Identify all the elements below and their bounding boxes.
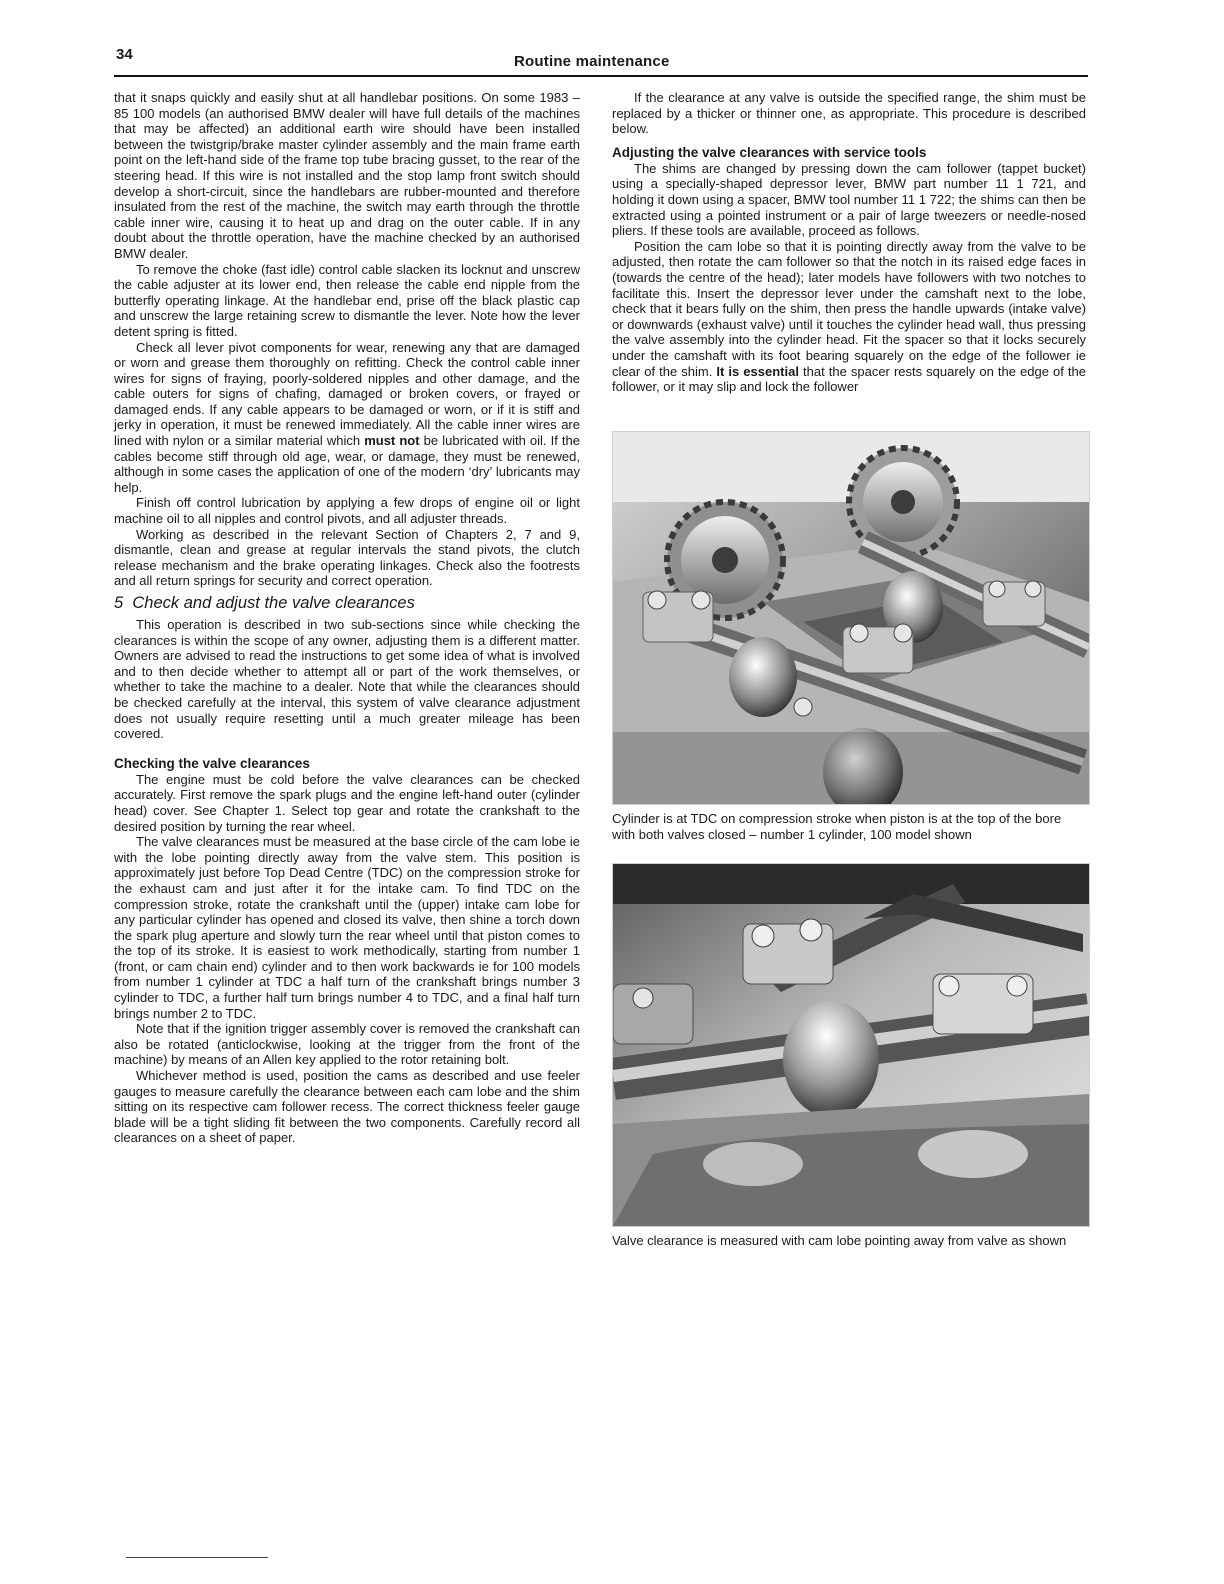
subheading-adjusting: Adjusting the valve clearances with service tools xyxy=(612,144,927,160)
photo-valve-clearance xyxy=(612,863,1090,1227)
left-column xyxy=(114,90,580,1146)
section-title: Check and adjust the valve clearances xyxy=(132,594,415,612)
right-column xyxy=(612,90,1086,1249)
emphasis-must-not: must not xyxy=(364,433,420,449)
section-number: 5 xyxy=(114,594,124,612)
photo-cylinder-tdc xyxy=(612,431,1090,805)
text-run: Position the cam lobe so that it is pointing directly away from the valve to be adjusted, then rotate the cam follower so that the notch in its raised edge faces in (towards the centre of the head); later models have followers with two notches to facilitate this. Insert the depressor lever under the camshaft next to the lobe, check that it bears fully on the shim, then press the handle upwards (intake valve) or downwards (exhaust valve) until it touches the cylinder head wall, thus pressing the valve assembly into the cylinder head. Fit the spacer so that it locks securely under the camshaft with its foot bearing squarely on the edge of the follower ie clear of the shim. xyxy=(612,238,1086,379)
paragraph: This operation is described in two sub-sections since while checking the clearances is within the scope of any owner, adjusting them is a different matter. Owners are advised to read the instructions to get some idea of what is involved and to then decide whether to attempt all or part of the work themselves, or whether to take the machine to a dealer. Note that while the clearances should be checked carefully at the interval, this system of valve clearance adjustment does not usually require resetting until a much greater mileage has been covered. xyxy=(114,617,580,742)
paragraph: that it snaps quickly and easily shut at all handlebar positions. On some 1983 – 85 100 models (an authorised BMW dealer will have full details of the machines that may be affected) an additional earth wire should have been installed between the twistgrip/brake master cylinder assembly and the main frame earth point on the left-hand side of the frame top tube bracing gusset, to the rear of the steering head. If this wire is not installed and the stop lamp front switch should develop a short-circuit, since the handlebars are rubber-mounted and therefore insulated from the rest of the machine, the switch may earth through the throttle cable inner wire, causing it to heat up and drag on the outer cable. If in any doubt about the throttle operation, have the machine checked by an authorised BMW dealer. xyxy=(114,90,580,261)
paragraph: To remove the choke (fast idle) control cable slacken its locknut and unscrew the cable adjuster at its lower end, then release the cable end nipple from the butterfly operating linkage. At the handlebar end, prise off the black plastic cap and unscrew the large retaining screw to dismantle the lever. Note how the lever detent spring is fitted. xyxy=(114,261,580,339)
paragraph: The valve clearances must be measured at the base circle of the cam lobe ie with the lobe pointing directly away from the valve stem. This position is approximately just before Top Dead Centre (TDC) on the compression stroke for the exhaust cam and just after it for the intake cam. To find TDC on the compression stroke, rotate the crankshaft until the (upper) intake cam lobe for any particular cylinder has opened and closed its valve, then shine a torch down the spark plug aperture and slowly turn the rear wheel until that piston comes to the top of its stroke. It is easiest to work methodically, starting from number 1 (front, or cam chain end) cylinder and to then work backwards ie for 100 models from number 1 cylinder at TDC a half turn of the crankshaft brings number 3 cylinder to TDC, a further half turn brings number 4 to TDC, and a final half turn brings number 2 to TDC. xyxy=(114,834,580,1021)
photo-caption-2: Valve clearance is measured with cam lobe pointing away from valve as shown xyxy=(612,1232,1067,1248)
text-run: that the spacer rests squarely on the edge of the follower, or it may slip and lock the follower xyxy=(612,363,1086,395)
paragraph: The engine must be cold before the valve clearances can be checked accurately. First remove the spark plugs and the engine left-hand outer (cylinder head) cover. See Chapter 1. Select top gear and rotate the crankshaft to the desired position by turning the rear wheel. xyxy=(114,771,580,834)
running-title: Routine maintenance xyxy=(514,53,670,70)
paragraph: Note that if the ignition trigger assembly cover is removed the crankshaft can also be rotated (anticlockwise, looking at the trigger from the front of the machine) by means of an Allen key applied to the rotor retaining bolt. xyxy=(114,1021,580,1068)
text-run: Check all lever pivot components for wear, renewing any that are damaged or worn and grease them thoroughly on refitting. Check the control cable inner wires for signs of fraying, poorly-soldered nipples and other damage, and the cable outers for signs of chafing, damaged or broken covers, or frayed or damaged ends. If any cable appears to be damaged or worn, or if it is stiff and jerky in operation, it must be renewed immediately. All the cable inner wires are lined with nylon or a similar material which xyxy=(114,339,580,449)
paragraph-essential xyxy=(612,239,1086,395)
scan-mark xyxy=(126,1557,268,1558)
page-number: 34 xyxy=(116,46,133,63)
paragraph: The shims are changed by pressing down the cam follower (tappet bucket) using a specially-shaped depressor lever, BMW part number 11 1 721, and holding it down using a spacer, BMW tool number 11 1 722; the shims can then be extracted using a pointed instrument or a pair of large tweezers or needle-nosed pliers. If these tools are available, proceed as follows. xyxy=(612,160,1086,239)
paragraph: If the clearance at any valve is outside the specified range, the shim must be replaced by a thicker or thinner one, as appropriate. This procedure is described below. xyxy=(612,90,1086,137)
section-heading xyxy=(114,594,580,613)
photo-caption-1: Cylinder is at TDC on compression stroke when piston is at the top of the bore with both valves closed – number 1 cylinder, 100 model shown xyxy=(612,810,1062,842)
emphasis-essential: It is essential xyxy=(716,363,799,379)
header-rule xyxy=(114,75,1088,77)
paragraph: Finish off control lubrication by applying a few drops of engine oil or light machine oil to all nipples and control pivots, and all adjuster threads. xyxy=(114,495,580,527)
paragraph: Whichever method is used, position the cams as described and use feeler gauges to measure carefully the clearance between each cam lobe and the shim sitting on its respective cam follower recess. The correct thickness feeler gauge blade will be a tight sliding fit between the two components. Carefully record all clearances on a sheet of paper. xyxy=(114,1068,580,1146)
subheading-checking: Checking the valve clearances xyxy=(114,755,310,771)
paragraph-must-not xyxy=(114,340,580,496)
text-run: be lubricated with oil. If the cables become stiff through old age, wear, or damage, they must be renewed, although in some cases the application of one of the modern ‘dry’ lubricants may help. xyxy=(114,433,580,495)
paragraph: Working as described in the relevant Section of Chapters 2, 7 and 9, dismantle, clean and grease at regular intervals the stand pivots, the clutch release mechanism and the brake operating linkages. Check also the footrests and all return springs for security and correct operation. xyxy=(114,526,580,589)
